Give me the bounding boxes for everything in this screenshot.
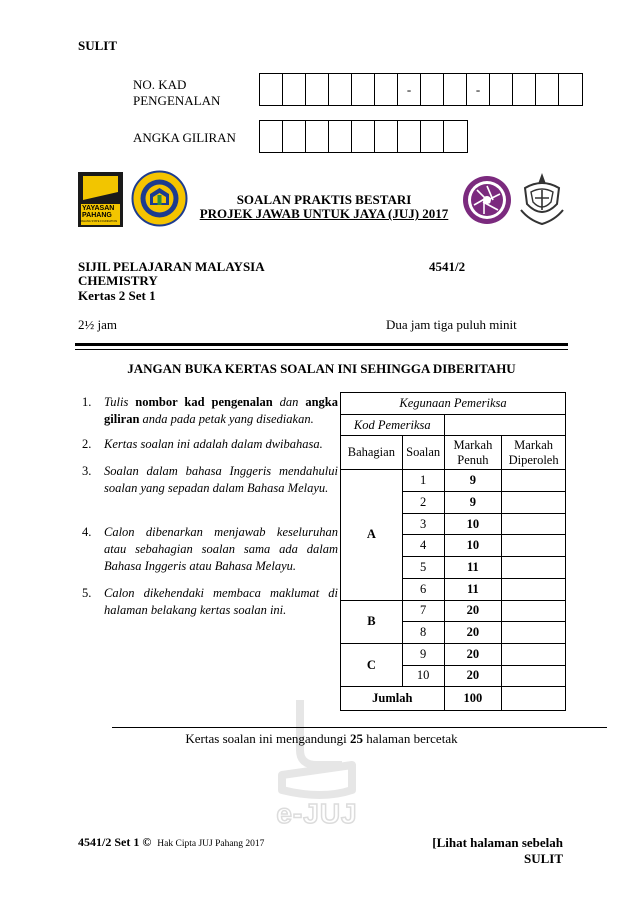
- full-marks: 20: [444, 622, 502, 644]
- marks-obtained-cell[interactable]: [502, 535, 566, 557]
- id-box-cell[interactable]: [490, 74, 513, 105]
- ic-label-line2: PENGENALAN: [133, 93, 221, 108]
- instruction-number: 2.: [82, 437, 92, 451]
- id-box-cell[interactable]: [559, 74, 582, 105]
- bottom-rule: [112, 727, 607, 728]
- footer-code: 4541/2 Set 1 ©: [78, 835, 152, 849]
- warning-text: JANGAN BUKA KERTAS SOALAN INI SEHINGGA DIBERITAHU: [127, 361, 516, 376]
- section-b-cell: B: [341, 600, 403, 643]
- ic-label: [133, 77, 220, 109]
- id-box-cell[interactable]: [352, 74, 375, 105]
- id-box-cell[interactable]: [444, 74, 467, 105]
- question-number: 10: [402, 665, 444, 687]
- ejuj-watermark: [262, 690, 372, 830]
- instruction-number: 4.: [82, 525, 92, 539]
- state-education-department-logo: [131, 170, 188, 227]
- question-number: 5: [402, 557, 444, 579]
- id-box-cell[interactable]: [421, 74, 444, 105]
- id-box-cell[interactable]: [329, 121, 352, 152]
- id-box-cell[interactable]: [260, 74, 283, 105]
- question-number: 7: [402, 600, 444, 622]
- ic-number-boxes[interactable]: [259, 73, 583, 106]
- yayasan-pahang-logo: [78, 172, 123, 227]
- marks-obtained-cell[interactable]: [502, 665, 566, 687]
- instruction-3: [82, 463, 338, 497]
- instruction-text: anda pada petak yang disediakan.: [139, 412, 314, 426]
- divider-thin: [75, 349, 568, 350]
- watermark-text: e-JUJ: [276, 798, 358, 829]
- question-number: 9: [402, 643, 444, 665]
- total-label: Jumlah: [341, 687, 445, 711]
- question-number: 6: [402, 578, 444, 600]
- footer-next-page: [Lihat halaman sebelah: [432, 835, 563, 850]
- id-box-cell[interactable]: [375, 121, 398, 152]
- examiner-marks-table: [340, 392, 566, 711]
- instruction-text: Kertas soalan ini adalah dalam dwibahasa.: [104, 437, 323, 451]
- col-marks-obtained-header: [502, 436, 566, 470]
- candidate-number-label: ANGKA GILIRAN: [133, 130, 236, 145]
- question-number: 1: [402, 470, 444, 492]
- id-box-cell[interactable]: [283, 121, 306, 152]
- id-box-cell[interactable]: [444, 121, 467, 152]
- full-marks: 9: [444, 470, 502, 492]
- exam-name: SIJIL PELAJARAN MALAYSIA: [78, 259, 265, 274]
- full-marks: 10: [444, 535, 502, 557]
- duration-short: 2½ jam: [78, 317, 117, 332]
- header-line: Markah: [453, 437, 493, 452]
- col-question-header: Soalan: [402, 436, 444, 470]
- question-number: 4: [402, 535, 444, 557]
- total-marks-obtained-cell[interactable]: [502, 687, 566, 711]
- id-box-cell[interactable]: [306, 74, 329, 105]
- instruction-text: Tulis: [104, 395, 136, 409]
- id-box-cell[interactable]: [306, 121, 329, 152]
- full-marks: 11: [444, 578, 502, 600]
- id-box-cell[interactable]: [352, 121, 375, 152]
- school-crest-logo: [517, 170, 567, 228]
- id-box-cell[interactable]: [513, 74, 536, 105]
- instruction-4: [82, 524, 338, 575]
- section-c-cell: C: [341, 643, 403, 686]
- full-marks: 20: [444, 643, 502, 665]
- marks-obtained-cell[interactable]: [502, 492, 566, 514]
- id-box-cell[interactable]: [536, 74, 559, 105]
- subject-name: CHEMISTRY: [78, 273, 158, 288]
- page-count-text: Kertas soalan ini mengandungi: [185, 731, 351, 746]
- instruction-bold: nombor kad pengenalan: [135, 395, 273, 409]
- question-number: 3: [402, 513, 444, 535]
- id-box-cell[interactable]: -: [398, 74, 421, 105]
- header-line: Penuh: [457, 452, 489, 467]
- marks-obtained-cell[interactable]: [502, 578, 566, 600]
- id-box-cell[interactable]: -: [467, 74, 490, 105]
- paper-title-line1: SOALAN PRAKTIS BESTARI: [236, 192, 412, 207]
- full-marks: 10: [444, 513, 502, 535]
- col-full-marks-header: [444, 436, 502, 470]
- full-marks: 11: [444, 557, 502, 579]
- yayasan-text-3: PAHANG STATE FOUNDATION: [80, 220, 118, 223]
- question-number: 2: [402, 492, 444, 514]
- header-line: Diperoleh: [508, 452, 559, 467]
- paper-code: 4541/2: [429, 259, 466, 274]
- duration-long: Dua jam tiga puluh minit: [386, 317, 517, 332]
- full-marks: 9: [444, 492, 502, 514]
- id-box-cell[interactable]: [329, 74, 352, 105]
- id-box-cell[interactable]: [260, 121, 283, 152]
- marks-obtained-cell[interactable]: [502, 600, 566, 622]
- examiner-code-label: Kod Pemeriksa: [341, 414, 445, 436]
- marks-obtained-cell[interactable]: [502, 622, 566, 644]
- id-box-cell[interactable]: [421, 121, 444, 152]
- question-number: 8: [402, 622, 444, 644]
- paper-title-line2: PROJEK JAWAB UNTUK JAYA (JUJ) 2017: [199, 206, 449, 221]
- candidate-number-boxes[interactable]: [259, 120, 468, 153]
- classification-top: SULIT: [78, 38, 118, 53]
- paper-number: Kertas 2 Set 1: [78, 288, 156, 303]
- page-count-text: halaman bercetak: [363, 731, 458, 746]
- classification-bottom: SULIT: [523, 851, 563, 866]
- instruction-5: [82, 585, 338, 619]
- marks-obtained-cell[interactable]: [502, 470, 566, 492]
- id-box-cell[interactable]: [375, 74, 398, 105]
- col-section-header: Bahagian: [341, 436, 403, 470]
- juj-emblem-logo: [462, 175, 512, 225]
- marks-obtained-cell[interactable]: [502, 513, 566, 535]
- page-count-note: [75, 731, 568, 747]
- marks-obtained-cell[interactable]: [502, 557, 566, 579]
- page-count-number: 25: [350, 731, 364, 746]
- marks-obtained-cell[interactable]: [502, 643, 566, 665]
- divider-thick: [75, 343, 568, 346]
- footer-copyright: Hak Cipta JUJ Pahang 2017: [157, 839, 265, 849]
- instruction-text: Calon dikehendaki membaca maklumat di halaman belakang kertas soalan ini.: [104, 586, 338, 617]
- instruction-text: Soalan dalam bahasa Inggeris mendahului soalan yang sepadan dalam Bahasa Melayu.: [104, 464, 338, 495]
- total-full-marks: 100: [444, 687, 502, 711]
- header-line: Markah: [514, 437, 554, 452]
- instruction-number: 1.: [82, 395, 92, 409]
- instruction-2: [82, 436, 338, 453]
- section-a-cell: A: [341, 470, 403, 600]
- yayasan-text-1: YAYASAN: [82, 205, 115, 212]
- footer-left: [78, 835, 264, 850]
- id-box-cell[interactable]: [283, 74, 306, 105]
- full-marks: 20: [444, 665, 502, 687]
- instruction-bold: angka giliran: [104, 395, 338, 426]
- id-box-cell[interactable]: [398, 121, 421, 152]
- yayasan-text-2: PAHANG: [82, 212, 112, 219]
- ic-label-line1: NO. KAD: [133, 77, 187, 92]
- examiner-use-header: Kegunaan Pemeriksa: [341, 393, 566, 415]
- instruction-number: 5.: [82, 586, 92, 600]
- examiner-code-input[interactable]: [444, 414, 565, 436]
- instruction-text: dan: [272, 395, 306, 409]
- instruction-number: 3.: [82, 464, 92, 478]
- full-marks: 20: [444, 600, 502, 622]
- instruction-text: Calon dibenarkan menjawab keseluruhan atau sebahagian soalan sama ada dalam Bahasa Inggeris atau Bahasa Melayu.: [104, 525, 338, 573]
- instruction-1: [82, 394, 338, 428]
